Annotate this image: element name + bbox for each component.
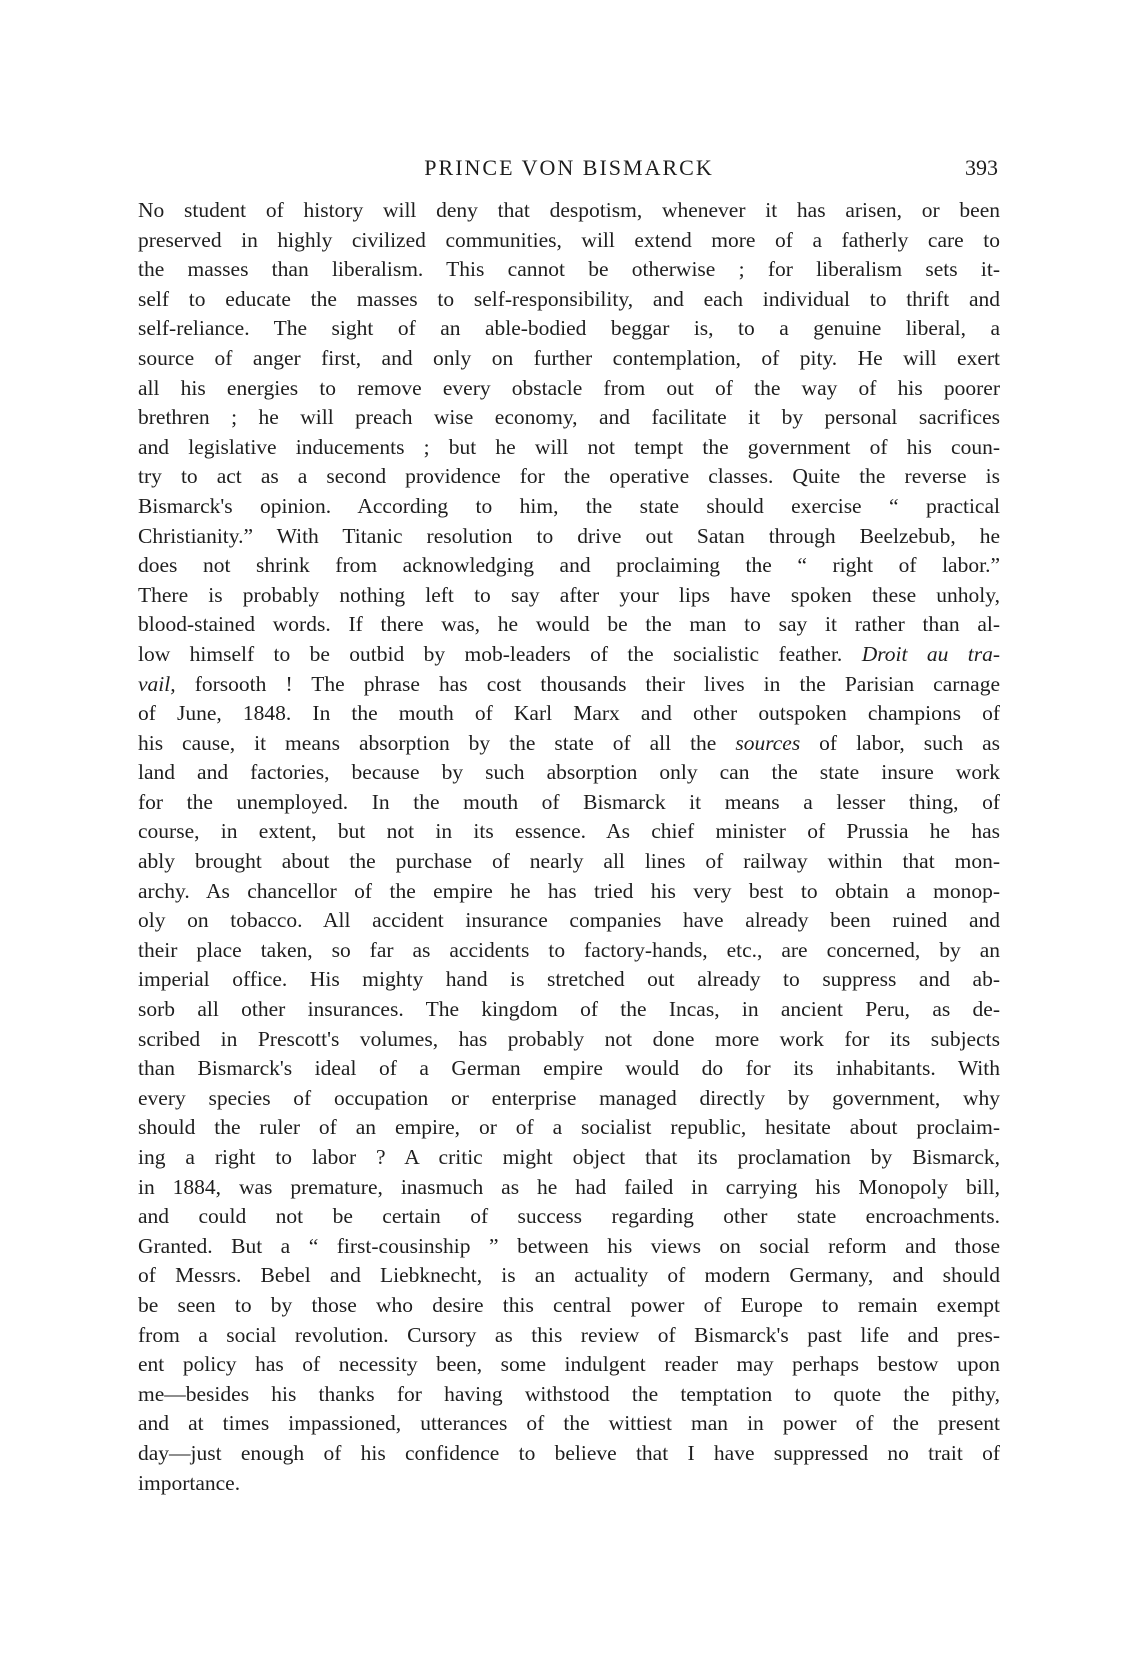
text-segment: Christianity.” With Titanic resolution to drive out Satan through Beelzebub, he — [138, 523, 1000, 548]
text-line — [138, 1143, 1000, 1173]
text-segment: does not shrink from acknowledging and proclaiming the “ right of labor.” — [138, 553, 1000, 578]
text-line — [138, 1202, 1000, 1232]
text-line — [138, 877, 1000, 907]
text-segment: archy. As chancellor of the empire he has tried his very best to obtain a monop- — [138, 878, 1000, 903]
text-line — [138, 462, 1000, 492]
text-segment: day—just enough of his confidence to believe that I have suppressed no trait of — [138, 1440, 1000, 1465]
page-number: 393 — [965, 155, 998, 180]
text-segment: scribed in Prescott's volumes, has probably not done more work for its subjects — [138, 1026, 1000, 1051]
text-segment: Granted. But a “ first-cousinship ” between his views on social reform and those — [138, 1233, 1000, 1258]
text-line — [138, 1084, 1000, 1114]
text-line — [138, 1232, 1000, 1262]
text-segment: of Messrs. Bebel and Liebknecht, is an actuality of modern Germany, and should — [138, 1263, 1000, 1288]
text-line — [138, 817, 1000, 847]
text-segment: oly on tobacco. All accident insurance companies have already been ruined and — [138, 908, 1000, 933]
text-line — [138, 1054, 1000, 1084]
text-segment: from a social revolution. Cursory as this review of Bismarck's past life and pres- — [138, 1322, 1000, 1347]
text-line — [138, 1350, 1000, 1380]
text-line — [138, 1439, 1000, 1469]
running-title: PRINCE VON BISMARCK — [424, 155, 714, 180]
italic-text: Droit au tra- — [861, 641, 1000, 666]
text-line — [138, 758, 1000, 788]
text-line — [138, 1173, 1000, 1203]
text-line — [138, 344, 1000, 374]
text-line — [138, 1469, 1000, 1499]
text-line — [138, 255, 1000, 285]
text-segment: Bismarck's opinion. According to him, the state should exercise “ practical — [138, 493, 1000, 518]
text-line — [138, 788, 1000, 818]
text-line — [138, 285, 1000, 315]
text-line — [138, 433, 1000, 463]
text-line — [138, 729, 1000, 759]
text-line — [138, 1291, 1000, 1321]
italic-text: sources — [735, 730, 801, 755]
text-segment: land and factories, because by such absorption only can the state insure work — [138, 760, 1000, 785]
text-line — [138, 374, 1000, 404]
text-segment: the masses than liberalism. This cannot be otherwise ; for liberalism sets it- — [138, 257, 1000, 282]
text-segment: importance. — [138, 1470, 241, 1495]
text-line — [138, 1025, 1000, 1055]
text-segment: and at times impassioned, utterances of the wittiest man in power of the present — [138, 1411, 1000, 1436]
text-segment: sorb all other insurances. The kingdom of the Incas, in ancient Peru, as de- — [138, 997, 1000, 1022]
text-line — [138, 699, 1000, 729]
text-line — [138, 640, 1000, 670]
text-segment: No student of history will deny that despotism, whenever it has arisen, or been — [138, 198, 1000, 222]
text-segment: low himself to be outbid by mob-leaders of the socialistic feather. — [138, 641, 862, 666]
text-segment: ing a right to labor ? A critic might object that its proclamation by Bismarck, — [138, 1145, 1000, 1169]
text-line — [138, 1321, 1000, 1351]
text-line — [138, 936, 1000, 966]
text-segment: than Bismarck's ideal of a German empire would do for its inhabitants. With — [138, 1056, 1000, 1081]
text-segment: every species of occupation or enterprise managed directly by government, why — [138, 1085, 1000, 1110]
text-segment: of labor, such as — [800, 730, 1000, 755]
text-segment: forsooth ! The phrase has cost thousands their lives in the Parisian carnage — [175, 671, 1000, 696]
text-segment: their place taken, so far as accidents to factory-hands, etc., are concerned, by an — [138, 937, 1000, 962]
text-segment: and legislative inducements ; but he will not tempt the government of his coun- — [138, 434, 1000, 459]
text-line — [138, 226, 1000, 256]
text-segment: preserved in highly civilized communities, will extend more of a fatherly care to — [138, 227, 1000, 252]
body-paragraph — [138, 196, 1000, 1498]
text-segment: ent policy has of necessity been, some indulgent reader may perhaps bestow upon — [138, 1352, 1000, 1377]
text-line — [138, 581, 1000, 611]
text-segment: try to act as a second providence for the operative classes. Quite the reverse is — [138, 464, 1000, 489]
text-line — [138, 314, 1000, 344]
text-line — [138, 670, 1000, 700]
text-line — [138, 492, 1000, 522]
text-segment: me—besides his thanks for having withstood the temptation to quote the pithy, — [138, 1381, 1000, 1406]
text-line — [138, 551, 1000, 581]
text-segment: imperial office. His mighty hand is stretched out already to suppress and ab- — [138, 967, 1000, 992]
text-segment: source of anger first, and only on further contemplation, of pity. He will exert — [138, 345, 1000, 370]
text-segment: should the ruler of an empire, or of a socialist republic, hesitate about proclaim- — [138, 1115, 1000, 1140]
text-line — [138, 847, 1000, 877]
text-line — [138, 403, 1000, 433]
text-segment: for the unemployed. In the mouth of Bismarck it means a lesser thing, of — [138, 789, 1000, 814]
text-segment: course, in extent, but not in its essence. As chief minister of Prussia he has — [138, 819, 1000, 844]
text-line — [138, 1113, 1000, 1143]
text-segment: self to educate the masses to self-responsibility, and each individual to thrift and — [138, 286, 1000, 311]
text-segment: be seen to by those who desire this central power of Europe to remain exempt — [138, 1292, 1000, 1317]
text-line — [138, 995, 1000, 1025]
text-line — [138, 610, 1000, 640]
italic-text: vail, — [138, 671, 176, 696]
text-line — [138, 522, 1000, 552]
text-segment: all his energies to remove every obstacle from out of the way of his poorer — [138, 375, 1000, 400]
text-line — [138, 1409, 1000, 1439]
text-segment: his cause, it means absorption by the state of all the — [138, 730, 736, 755]
text-segment: ably brought about the purchase of nearly all lines of railway within that mon- — [138, 849, 1000, 874]
running-head — [138, 150, 1000, 186]
text-segment: There is probably nothing left to say after your lips have spoken these unholy, — [138, 582, 1000, 607]
text-line — [138, 906, 1000, 936]
text-line — [138, 965, 1000, 995]
text-segment: self-reliance. The sight of an able-bodied beggar is, to a genuine liberal, a — [138, 316, 1000, 341]
text-line — [138, 1380, 1000, 1410]
text-segment: of June, 1848. In the mouth of Karl Marx and other outspoken champions of — [138, 701, 1000, 726]
text-segment: brethren ; he will preach wise economy, and facilitate it by personal sacrifices — [138, 405, 1000, 430]
text-segment: and could not be certain of success regarding other state encroachments. — [138, 1204, 1000, 1229]
text-segment: blood-stained words. If there was, he would be the man to say it rather than al- — [138, 612, 1000, 637]
text-line — [138, 196, 1000, 226]
text-line — [138, 1261, 1000, 1291]
text-segment: in 1884, was premature, inasmuch as he had failed in carrying his Monopoly bill, — [138, 1174, 1000, 1199]
